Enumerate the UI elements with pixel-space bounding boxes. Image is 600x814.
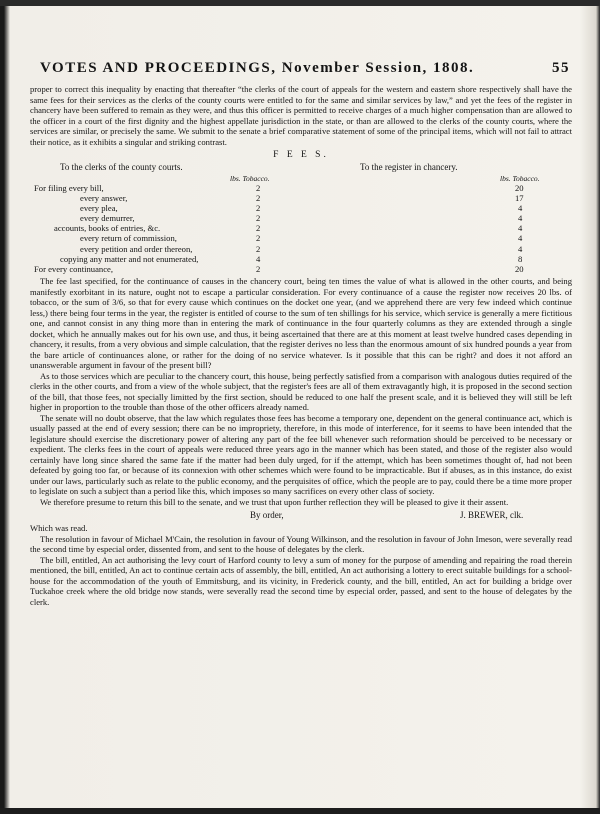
paragraph-7: The resolution in favour of Michael M'Cain, the resolution in favour of Young Wilkinson, and the resolution in favour of John Imeson, were severally read the second time by especial order, dissented from, and sent to the house of delegates by the clerk.: [30, 533, 572, 555]
signature-line: [30, 510, 572, 523]
page-number: 55: [552, 60, 570, 76]
fee-county: 2: [256, 233, 261, 244]
fee-row: [30, 244, 572, 254]
scan-border-top: [0, 0, 600, 6]
fee-row: [30, 223, 572, 233]
fee-county: 2: [256, 243, 261, 254]
fee-item: every demurrer,: [80, 213, 135, 224]
fee-row: [30, 193, 572, 203]
fee-county: 2: [256, 182, 261, 193]
fee-county: 2: [256, 264, 261, 274]
fee-item: every plea,: [80, 202, 118, 213]
fee-row: [30, 233, 572, 243]
fee-item: For filing every bill,: [34, 182, 104, 193]
fee-row: [30, 183, 572, 193]
paragraph-6: Which was read.: [30, 523, 88, 534]
fees-table: [30, 183, 572, 275]
fee-item: accounts, books of entries, &c.: [54, 223, 161, 234]
header-title: VOTES AND PROCEEDINGS, November Session, 1808.: [40, 60, 475, 76]
fee-row: [30, 264, 572, 274]
fee-item: For every continuance,: [34, 264, 113, 274]
fee-chancery: 17: [515, 192, 524, 203]
fee-chancery: 4: [518, 202, 523, 213]
running-header: [40, 60, 570, 80]
fee-item: every return of commission,: [80, 233, 177, 244]
clerk-signature: J. BREWER, clk.: [460, 510, 524, 521]
fee-item: copying any matter and not enumerated,: [60, 253, 199, 264]
paragraph-3: As to those services which are peculiar to the chancery court, this house, being perfectly satisfied from a comparison with analogous duties required of the clerks in the other courts, and from a view of the whole subject, that the register's fees are all of them extravagantly high, it is proposed in the second section of the bill, that those fees, not specially limitted by the first section, should be reduced to one half the present scale, and it is believed they will still be left higher in proportion to the trouble than those of the other officers already named.: [30, 370, 572, 413]
paragraph-4: The senate will no doubt observe, that the law which regulates those fees has become a temporary one, dependent on the general continuance act, which is usually passed at the end of every session; there can be no impropriety, therefore, in this mode of interference, for it seems to have been intended that the legislature should exercise the discretionary power of altering any part of the fee bill whenever such reformation should be perceived to be necessary or expedient. The clerks fees in the court of appeals were reduced three years ago in the manner which has been stated, and those of the register also would certainly have long since shared the same fate if the matter had been duly urged, for if the attempt, which has been sometimes thought of, had not been defeated by going too far, or because of its connexion with other schemes which were found to be impracticable. But if abuses, as in this instance, do exist under our laws, particularly such as relate to the public economy, and the perquisites of office, which the people are to pay, could there be a time more proper to legislate on such a subject than a period like this, which imposes so many sacrifices on every other class of society.: [30, 412, 572, 497]
fee-row: [30, 213, 572, 223]
scan-border-bottom: [0, 808, 600, 814]
units-chancery: lbs. Tobacco.: [500, 173, 540, 183]
fee-chancery: 20: [515, 264, 524, 274]
paragraph-1: proper to correct this inequality by enacting that thereafter “the clerks of the court of appeals for the western and eastern shore respectively shall have the same fees for their services as the clerks of the county courts were entitled to for the same and similar services by law,” and yet the fees of the register in chancery have been suffered to remain as they were, and thus this officer is permitted to receive charges of a much higher compensation than are allowed to the officer in a court of the first dignity and the highest appellate jurisdiction in the state, or than are allowed to the clerks of the county courts, where the services are similar, or precisely the same. We submit to the senate a brief comparative statement of some of the principal items, which will not fail to attract their notice, as it exhibits a singular and striking contrast.: [30, 84, 572, 147]
fee-chancery: 20: [515, 182, 524, 193]
fee-row: [30, 254, 572, 264]
fee-county: 2: [256, 223, 261, 234]
fees-column-headings: [30, 162, 572, 174]
units-county: lbs. Tobacco.: [230, 173, 270, 183]
paragraph-2: The fee last specified, for the continuance of causes in the chancery court, being ten times the value of what is allowed in the other courts, and being manifestly exorbitant in its nature, ought not to escape a particular consideration. For every continuance of a cause the register now receives 20 lbs. of tobacco, or the sum of 3/6, so that for every cause which continues on the docket one year, (and we apprehend there are very few indeed which continue less,) there being four terms in the year, the register is entitled of course to the sum of ten shillings for his service, which service is generally a mere fictitious one, and cannot consist in any thing more than in entering the mark of continuance in the four quarterly columns as they are extended through a single docket, which he annually makes out for his own use, and thus, it being ascertained that there are at this moment at least twelve hundred cases depending in chancery, it results, from a very obvious and simple calculation, that the register derives no less than the enormous amount of six hundred pounds a year from the bare article of continuances alone, or rather for the doing of no service whatever. Is it possible that this can be right? and does it not afford an unanswerable argument in favour of the present bill?: [30, 276, 572, 371]
fee-item: every petition and order thereon,: [80, 243, 193, 254]
fee-chancery: 8: [518, 253, 523, 264]
chancery-heading: To the register in chancery.: [360, 161, 458, 172]
fee-county: 2: [256, 202, 261, 213]
fees-title: F E E S.: [273, 150, 329, 160]
by-order: By order,: [250, 510, 284, 521]
paragraph-5: We therefore presume to return this bill to the senate, and we trust that upon further reflection they will be pleased to give it their assent.: [40, 496, 509, 507]
fee-county: 2: [256, 213, 261, 224]
fees-units: [30, 174, 572, 183]
fee-row: [30, 203, 572, 213]
fee-item: every answer,: [80, 192, 128, 203]
paragraph-8: The bill, entitled, An act authorising the levy court of Harford county to levy a sum of money for the purpose of amending and repairing the road therein mentioned, the bill, entitled, An act to continue certain acts of assembly, the bill, entitled, An act authorising a lottery to erect suitable buildings for a school-house for the accommodation of the youth of Emmitsburg, and its vicinity, in Frederick county, and the bill, entitled, An act for building a bridge over Tuckahoe creek where the old bridge now stands, were severally read the second time by especial order, passed, and sent to the house of delegates by the clerk.: [30, 554, 572, 607]
fee-chancery: 4: [518, 243, 523, 254]
fee-county: 2: [256, 192, 261, 203]
county-courts-heading: To the clerks of the county courts.: [60, 161, 183, 172]
fee-county: 4: [256, 253, 261, 264]
body-text: [30, 84, 572, 607]
fee-chancery: 4: [518, 223, 523, 234]
fee-chancery: 4: [518, 213, 523, 224]
fee-chancery: 4: [518, 233, 523, 244]
